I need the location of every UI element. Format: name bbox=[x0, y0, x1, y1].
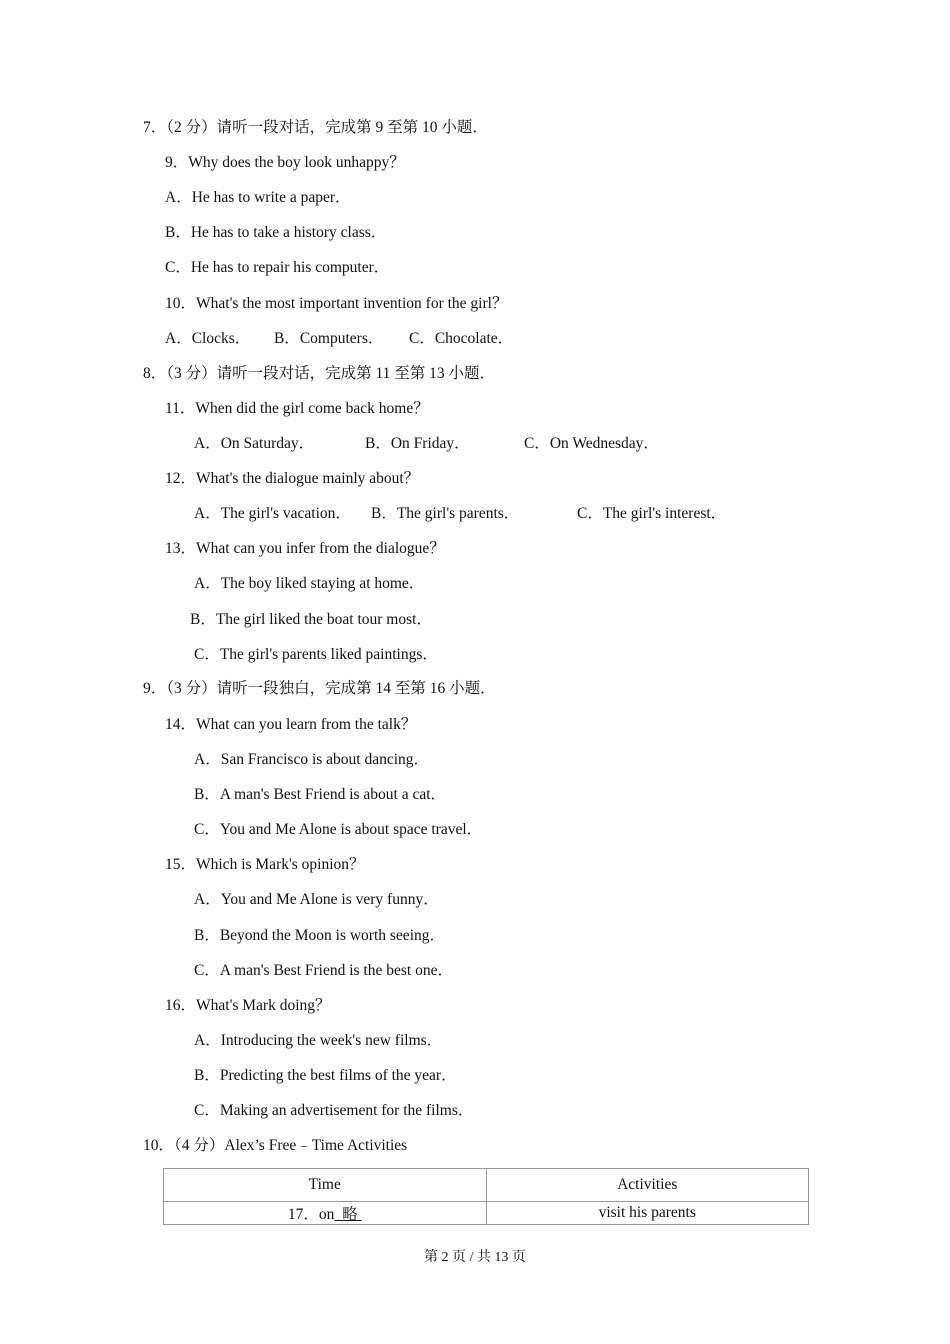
table-cell-time bbox=[164, 1202, 487, 1225]
question-10-option-c: C．Chocolate． bbox=[409, 330, 514, 347]
question-9-option-a: A．He has to write a paper． bbox=[165, 189, 351, 206]
question-13-stem: 13．What can you infer from the dialogue？ bbox=[165, 540, 445, 557]
activities-table bbox=[163, 1168, 809, 1225]
question-9-header: 9．（3 分）请听一段独白，完成第 14 至第 16 小题． bbox=[143, 680, 496, 697]
question-14-option-a: A．San Francisco is about dancing． bbox=[194, 751, 430, 768]
question-16-option-a: A．Introducing the week's new films． bbox=[194, 1032, 443, 1049]
question-16-option-b: B．Predicting the best films of the year． bbox=[194, 1067, 457, 1084]
question-12-stem: 12．What's the dialogue mainly about？ bbox=[165, 470, 420, 487]
question-8-header: 8．（3 分）请听一段对话，完成第 11 至第 13 小题． bbox=[143, 365, 496, 382]
table-row bbox=[164, 1202, 809, 1225]
question-16-option-c: C．Making an advertisement for the films． bbox=[194, 1102, 474, 1119]
question-15-stem: 15．Which is Mark's opinion？ bbox=[165, 856, 365, 873]
table-header-time: Time bbox=[164, 1169, 487, 1202]
question-11-option-c: C．On Wednesday． bbox=[524, 435, 659, 452]
question-10-header: 10．（4 分）Alex’s Free﹣Time Activities bbox=[143, 1137, 408, 1154]
question-14-stem: 14．What can you learn from the talk？ bbox=[165, 716, 417, 733]
question-13-option-c: C．The girl's parents liked paintings． bbox=[194, 646, 438, 663]
question-15-option-b: B．Beyond the Moon is worth seeing． bbox=[194, 927, 445, 944]
question-12-option-c: C．The girl's interest． bbox=[577, 505, 727, 522]
question-12-option-b: B．The girl's parents． bbox=[371, 505, 520, 522]
question-13-option-b: B．The girl liked the boat tour most． bbox=[190, 611, 432, 628]
question-11-option-a: A．On Saturday． bbox=[194, 435, 315, 452]
question-16-stem: 16．What's Mark doing？ bbox=[165, 997, 331, 1014]
question-11-option-b: B．On Friday． bbox=[365, 435, 470, 452]
table-header-row bbox=[164, 1169, 809, 1202]
question-10-option-a: A．Clocks． bbox=[165, 330, 251, 347]
question-9-option-c: C．He has to repair his computer． bbox=[165, 259, 390, 276]
table-cell-activity: visit his parents bbox=[486, 1202, 809, 1225]
question-12-option-a: A．The girl's vacation． bbox=[194, 505, 351, 522]
question-10-stem: 10．What's the most important invention for the girl？ bbox=[165, 295, 508, 312]
question-15-option-a: A．You and Me Alone is very funny． bbox=[194, 891, 439, 908]
question-9-stem: 9．Why does the boy look unhappy？ bbox=[165, 154, 405, 171]
question-9-option-b: B．He has to take a history class． bbox=[165, 224, 387, 241]
question-13-option-a: A．The boy liked staying at home． bbox=[194, 575, 425, 592]
table-header-activities: Activities bbox=[486, 1169, 809, 1202]
question-15-option-c: C．A man's Best Friend is the best one． bbox=[194, 962, 453, 979]
question-10-option-b: B．Computers． bbox=[274, 330, 384, 347]
question-14-option-b: B．A man's Best Friend is about a cat． bbox=[194, 786, 447, 803]
question-7-header: 7．（2 分）请听一段对话，完成第 9 至第 10 小题． bbox=[143, 119, 488, 136]
item-17-prefix: 17．on bbox=[287, 1206, 335, 1223]
page-footer: 第 2 页 / 共 13 页 bbox=[424, 1250, 526, 1265]
question-11-stem: 11．When did the girl come back home？ bbox=[165, 400, 429, 417]
item-17-answer: 略 bbox=[342, 1206, 358, 1223]
question-14-option-c: C．You and Me Alone is about space travel． bbox=[194, 821, 483, 838]
